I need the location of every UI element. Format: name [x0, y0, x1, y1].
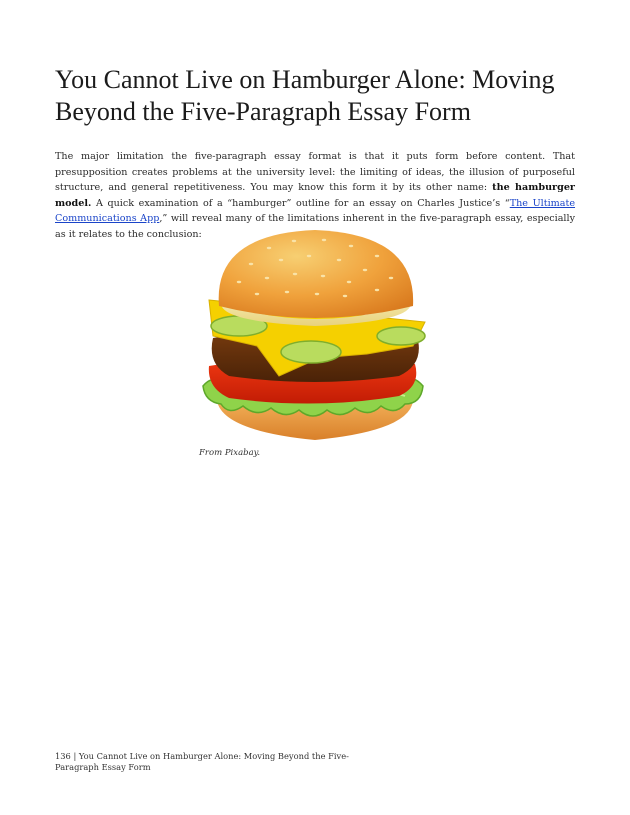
page-number: 136	[55, 751, 71, 761]
paragraph-text-1: The major limitation the five-paragraph essay format is that it puts form before content. That presupposition creates problems at the university level: the limiting of ideas, the illusion of purposeful structure, and general repetitiveness. You may know this form it by its other name:	[55, 151, 575, 193]
running-title: You Cannot Live on Hamburger Alone: Moving Beyond the Five-Paragraph Essay Form	[55, 751, 349, 772]
figure-caption: From Pixabay.	[199, 448, 261, 458]
hamburger-illustration	[199, 226, 431, 446]
paragraph-text-2: A quick examination of a “hamburger” outline for an essay on Charles Justice’s “	[91, 197, 510, 209]
page-footer	[55, 751, 355, 773]
page-title: You Cannot Live on Hamburger Alone: Moving Beyond the Five-Paragraph Essay Form	[55, 65, 555, 126]
bold-term: the hamburger model.	[55, 182, 575, 209]
essay-link[interactable]: The Ultimate Communications App	[55, 197, 576, 224]
footer-separator: |	[73, 751, 77, 761]
paragraph-text-3: ,” will reveal many of the limitations inherent in the five-paragraph essay, especially as it relates to the conclusion:	[55, 213, 575, 240]
